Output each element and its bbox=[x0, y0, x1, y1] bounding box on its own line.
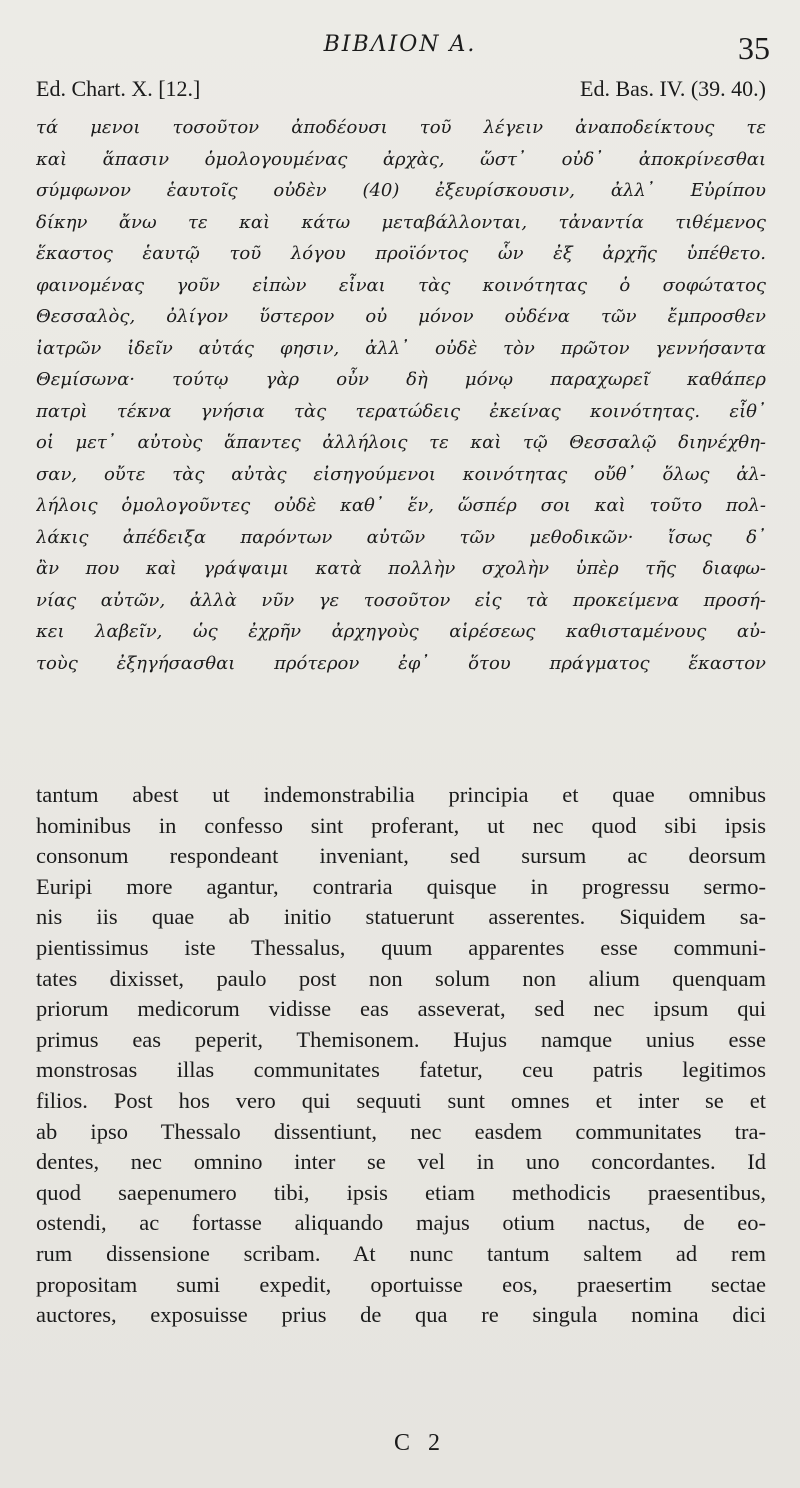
latin-line: ab ipso Thessalo dissentiunt, nec easdem communitates tra- bbox=[36, 1118, 766, 1144]
greek-line: σύμφωνον ἑαυτοῖς οὐδὲν (40) ἐξευρίσκουσιν, ἀλλ᾽ Εὐρίπου bbox=[36, 180, 766, 201]
edition-reference-line bbox=[36, 76, 766, 104]
greek-line: κει λαβεῖν, ὡς ἐχρῆν ἀρχηγοὺς αἱρέσεως καθισταμένους αὐ- bbox=[36, 621, 766, 642]
greek-line: οἱ μετ᾽ αὐτοὺς ἅπαντες ἀλλήλοις τε καὶ τῷ Θεσσαλῷ διηνέχθη- bbox=[36, 432, 766, 453]
latin-line: hominibus in confesso sint proferant, ut nec quod sibi ipsis bbox=[36, 812, 766, 838]
greek-line: λάκις ἀπέδειξα παρόντων αὐτῶν τῶν μεθοδικῶν· ἴσως δ᾽ bbox=[36, 526, 766, 548]
greek-line: ἰατρῶν ἰδεῖν αὐτάς φησιν, ἀλλ᾽ οὐδὲ τὸν πρῶτον γεννήσαντα bbox=[36, 337, 766, 359]
edition-basel-reference: Ed. Bas. IV. (39. 40.) bbox=[580, 76, 766, 101]
greek-line: Θεμίσωνα· τούτῳ γὰρ οὖν δὴ μόνῳ παραχωρεῖ καθάπερ bbox=[36, 369, 766, 390]
greek-line: καὶ ἅπασιν ὁμολογουμένας ἀρχὰς, ὥστ᾽ οὐδ᾽ ἀποκρίνεσθαι bbox=[36, 148, 766, 170]
latin-text-block bbox=[36, 780, 766, 1331]
edition-chart-reference: Ed. Chart. X. [12.] bbox=[36, 76, 201, 101]
latin-line: priorum medicorum vidisse eas asseverat, sed nec ipsum qui bbox=[36, 996, 766, 1022]
latin-line: tantum abest ut indemonstrabilia principia et quae omnibus bbox=[36, 782, 766, 807]
latin-line: auctores, exposuisse prius de qua re singula nomina dici bbox=[36, 1302, 766, 1328]
latin-line: ostendi, ac fortasse aliquando majus otium nactus, de eo- bbox=[36, 1210, 766, 1236]
greek-line: σαν, οὔτε τὰς αὐτὰς εἰσηγούμενοι κοινότητας οὔθ᾽ ὅλως ἀλ- bbox=[36, 463, 766, 485]
greek-line: τοὺς ἐξηγήσασθαι πρότερον ἐφ᾽ ὅτου πράγματος ἕκαστον bbox=[36, 652, 766, 674]
latin-line: pientissimus iste Thessalus, quum apparentes esse communi- bbox=[36, 934, 766, 960]
greek-line: πατρὶ τέκνα γνήσια τὰς τερατώδεις ἐκείνας κοινότητας. εἶθ᾽ bbox=[36, 400, 766, 422]
greek-line: ἕκαστος ἑαυτῷ τοῦ λόγου προϊόντος ὧν ἐξ ἀρχῆς ὑπέθετο. bbox=[36, 243, 766, 264]
printer-signature-mark: C 2 bbox=[393, 1430, 446, 1456]
latin-line: consonum respondeant inveniant, sed sursum ac deorsum bbox=[36, 843, 766, 869]
latin-line: nis iis quae ab initio statuerunt asserentes. Siquidem sa- bbox=[36, 904, 766, 930]
latin-line: Euripi more agantur, contraria quisque in progressu sermo- bbox=[36, 873, 766, 899]
greek-line: φαινομένας γοῦν εἰπὼν εἶναι τὰς κοινότητας ὁ σοφώτατος bbox=[36, 274, 766, 296]
latin-line: propositam sumi expedit, oportuisse eos, praesertim sectae bbox=[36, 1271, 766, 1297]
latin-line: quod saepenumero tibi, ipsis etiam methodicis praesentibus, bbox=[36, 1179, 766, 1205]
running-head bbox=[0, 30, 800, 70]
running-title: BIBΛION A. bbox=[323, 32, 477, 57]
greek-text-block bbox=[36, 112, 766, 679]
greek-line: δίκην ἄνω τε καὶ κάτω μεταβάλλονται, τἀναντία τιθέμενος bbox=[36, 211, 766, 233]
greek-line: νίας αὐτῶν, ἀλλὰ νῦν γε τοσοῦτον εἰς τὰ προκείμενα προσή- bbox=[36, 589, 766, 611]
greek-line: τά μενοι τοσοῦτον ἀποδέουσι τοῦ λέγειν ἀναποδείκτους τε bbox=[36, 117, 766, 138]
greek-line: ἂν που καὶ γράψαιμι κατὰ πολλὴν σχολὴν ὑπὲρ τῆς διαφω- bbox=[36, 558, 766, 579]
page-number: 35 bbox=[738, 30, 770, 66]
greek-line: Θεσσαλὸς, ὀλίγον ὕστερον οὐ μόνον οὐδένα τῶν ἔμπροσθεν bbox=[36, 306, 766, 327]
latin-line: primus eas peperit, Themisonem. Hujus namque unius esse bbox=[36, 1026, 766, 1052]
latin-line: filios. Post hos vero qui sequuti sunt omnes et inter se et bbox=[36, 1087, 766, 1113]
latin-line: dentes, nec omnino inter se vel in uno concordantes. Id bbox=[36, 1149, 766, 1175]
greek-line: λήλοις ὁμολογοῦντες οὐδὲ καθ᾽ ἕν, ὥσπέρ σοι καὶ τοῦτο πολ- bbox=[36, 495, 766, 516]
latin-line: monstrosas illas communitates fatetur, ceu patris legitimos bbox=[36, 1057, 766, 1083]
latin-line: rum dissensione scribam. At nunc tantum saltem ad rem bbox=[36, 1240, 766, 1266]
latin-line: tates dixisset, paulo post non solum non alium quenquam bbox=[36, 965, 766, 991]
